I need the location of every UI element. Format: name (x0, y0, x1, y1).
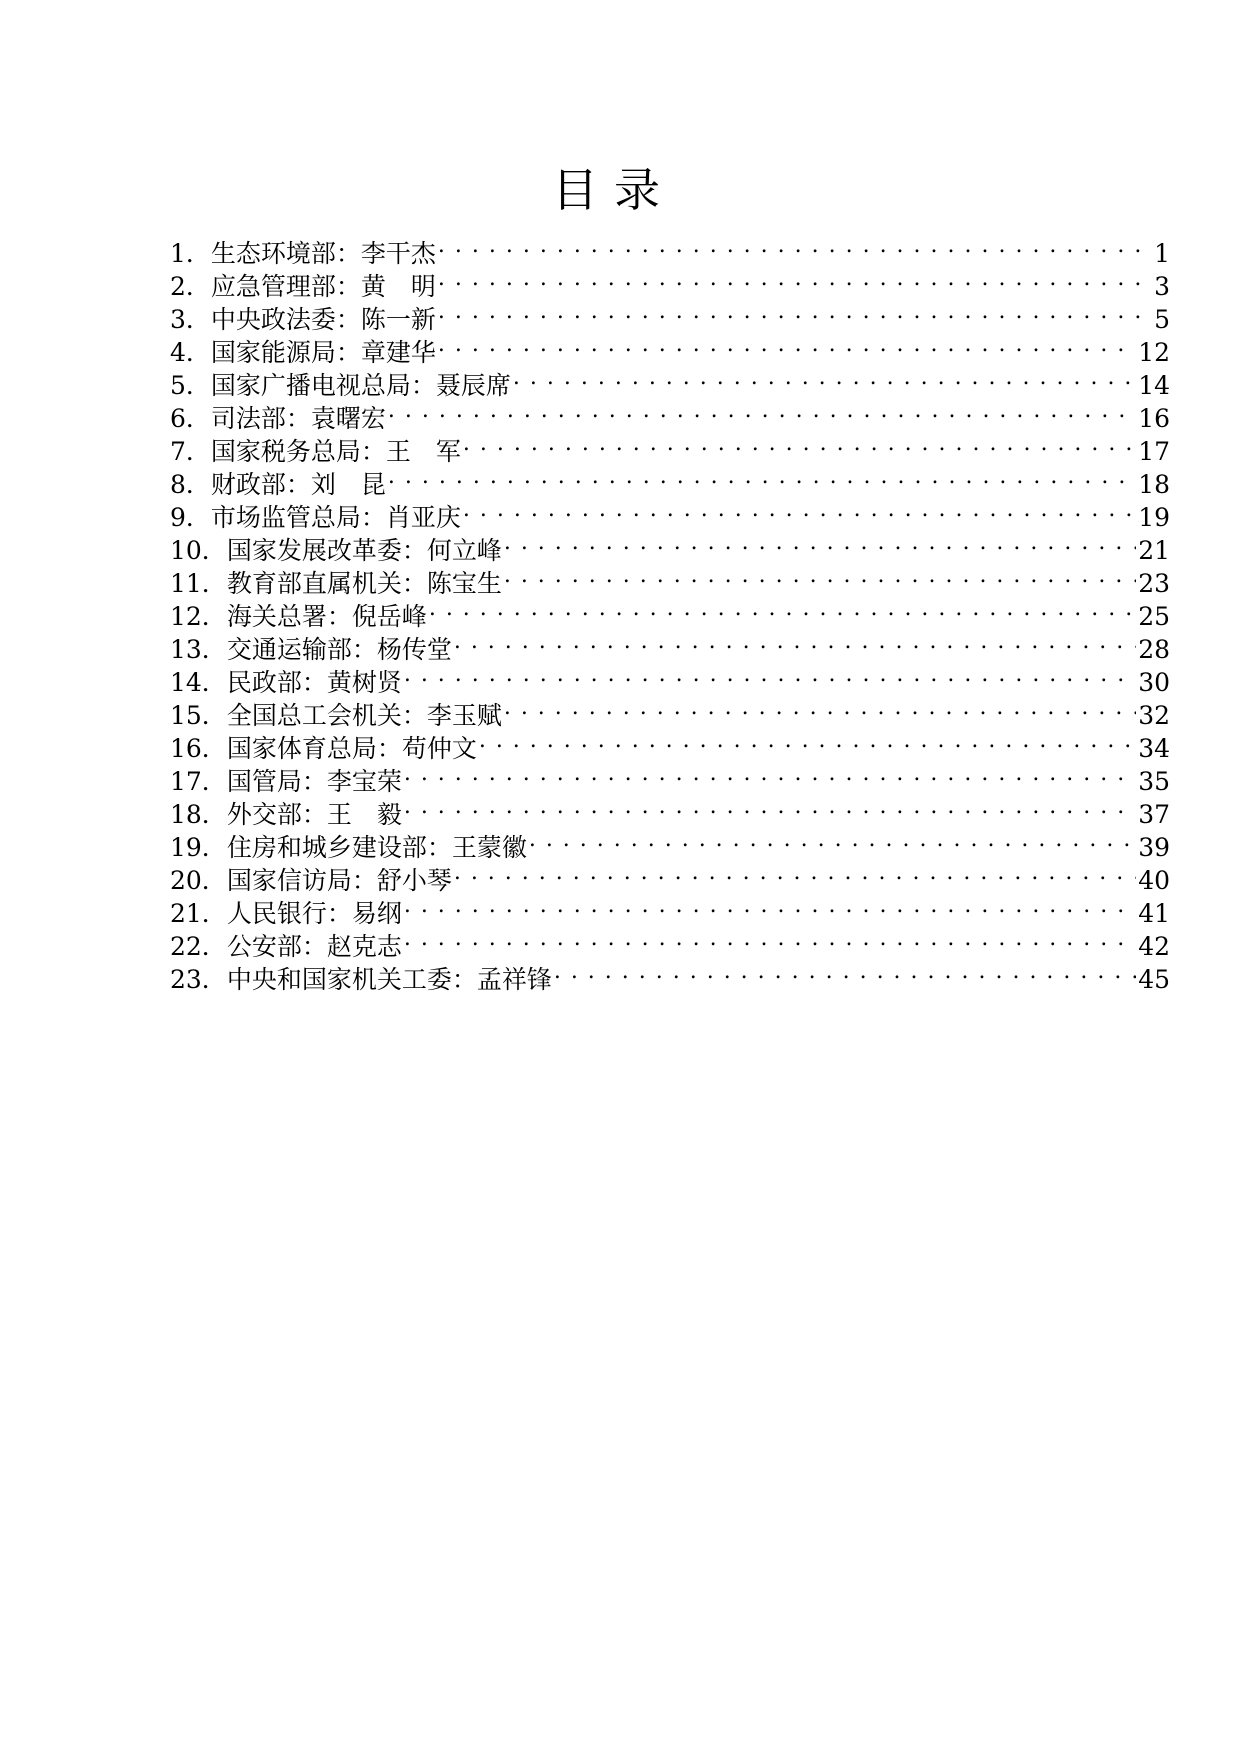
toc-entry-title: 国家发展改革委：何立峰 (226, 536, 502, 565)
toc-entry-title: 教育部直属机关：陈宝生 (226, 569, 502, 598)
toc-dot-leader (513, 361, 1136, 394)
toc-entry-title: 中央政法委：陈一新 (210, 305, 436, 334)
toc-entry-number: 23． (170, 965, 227, 994)
toc-entry-page-number: 40 (1138, 866, 1170, 895)
toc-entry-title: 司法部：袁曙宏 (210, 404, 386, 433)
toc-dot-leader (404, 922, 1136, 955)
toc-entry-page-number: 32 (1138, 701, 1170, 730)
toc-entry-title: 国管局：李宝荣 (226, 767, 402, 796)
toc-entry-title: 公安部：赵克志 (226, 932, 402, 961)
toc-entry-number: 4． (170, 338, 211, 367)
toc-dot-leader (554, 955, 1136, 988)
toc-entry-page-number: 41 (1138, 899, 1170, 928)
toc-entry-title: 人民银行：易纲 (226, 899, 402, 928)
toc-entry-page-number: 37 (1138, 800, 1170, 829)
toc-entry-number: 14． (170, 668, 227, 697)
toc-entry-page-number: 12 (1138, 338, 1170, 367)
toc-entry-number: 13． (170, 635, 227, 664)
toc-entry-page-number: 23 (1138, 569, 1170, 598)
toc-dot-leader (429, 592, 1136, 625)
toc-entry-page-number: 42 (1138, 932, 1170, 961)
toc-dot-leader (504, 691, 1136, 724)
toc-dot-leader (388, 460, 1136, 493)
toc-entry-title: 民政部：黄树贤 (226, 668, 402, 697)
toc-entry-page-number: 16 (1138, 404, 1170, 433)
toc-entry-number: 7． (170, 437, 211, 466)
toc-entry-page-number: 5 (1154, 305, 1170, 334)
toc-entry-number: 11． (170, 569, 227, 598)
toc-entry-number: 3． (170, 305, 211, 334)
toc-entry-title: 财政部：刘 昆 (210, 470, 386, 499)
toc-entry-number: 6． (170, 404, 211, 433)
toc-entry-page-number: 17 (1138, 437, 1170, 466)
toc-dot-leader (404, 757, 1136, 790)
toc-dot-leader (404, 889, 1136, 922)
toc-dot-leader (463, 427, 1136, 460)
toc-dot-leader (479, 724, 1136, 757)
toc-dot-leader (404, 658, 1136, 691)
toc-dot-leader (454, 625, 1136, 658)
toc-entry-title: 国家能源局：章建华 (210, 338, 436, 367)
toc-dot-leader (438, 295, 1152, 328)
toc-entry-page-number: 45 (1138, 965, 1170, 994)
toc-entry-title: 应急管理部：黄 明 (210, 272, 436, 301)
toc-entry[interactable] (170, 229, 1170, 268)
toc-entry-page-number: 25 (1138, 602, 1170, 631)
toc-entry-title: 国家税务总局：王 军 (210, 437, 461, 466)
toc-entry-title: 市场监管总局：肖亚庆 (210, 503, 461, 532)
toc-entry-title: 国家信访局：舒小琴 (226, 866, 452, 895)
toc-entry-number: 9． (170, 503, 211, 532)
toc-entry-number: 5． (170, 371, 211, 400)
toc-title: 目录 (552, 163, 676, 217)
toc-entry-number: 1． (170, 239, 211, 268)
toc-entry-number: 10． (170, 536, 227, 565)
toc-entry-title: 国家广播电视总局：聂辰席 (210, 371, 511, 400)
toc-dot-leader (454, 856, 1136, 889)
toc-entry-title: 国家体育总局：苟仲文 (226, 734, 477, 763)
toc-entry-page-number: 21 (1138, 536, 1170, 565)
toc-entry-number: 17． (170, 767, 227, 796)
toc-dot-leader (504, 526, 1136, 559)
toc-entry-number: 8． (170, 470, 211, 499)
toc-dot-leader (438, 328, 1136, 361)
toc-entry-page-number: 30 (1138, 668, 1170, 697)
toc-entry-page-number: 3 (1154, 272, 1170, 301)
toc-entry-page-number: 35 (1138, 767, 1170, 796)
toc-entry-number: 15． (170, 701, 227, 730)
toc-entry-title: 海关总署：倪岳峰 (226, 602, 427, 631)
toc-entry-page-number: 28 (1138, 635, 1170, 664)
toc-dot-leader (438, 229, 1152, 262)
toc-entry-number: 12． (170, 602, 227, 631)
toc-list (170, 229, 1170, 994)
toc-dot-leader (404, 790, 1136, 823)
toc-entry-title: 中央和国家机关工委：孟祥锋 (226, 965, 552, 994)
toc-entry-page-number: 14 (1138, 371, 1170, 400)
toc-entry-page-number: 18 (1138, 470, 1170, 499)
toc-dot-leader (463, 493, 1136, 526)
toc-entry-page-number: 1 (1154, 239, 1170, 268)
toc-entry-title: 住房和城乡建设部：王蒙徽 (226, 833, 527, 862)
toc-dot-leader (438, 262, 1152, 295)
toc-entry-title: 交通运输部：杨传堂 (226, 635, 452, 664)
toc-entry-number: 20． (170, 866, 227, 895)
toc-entry-number: 16． (170, 734, 227, 763)
toc-entry-number: 22． (170, 932, 227, 961)
toc-entry-number: 19． (170, 833, 227, 862)
toc-entry-number: 2． (170, 272, 211, 301)
toc-dot-leader (529, 823, 1136, 856)
toc-entry-page-number: 39 (1138, 833, 1170, 862)
toc-entry-number: 18． (170, 800, 227, 829)
toc-dot-leader (504, 559, 1136, 592)
toc-entry-title: 外交部：王 毅 (226, 800, 402, 829)
toc-dot-leader (388, 394, 1136, 427)
toc-entry-title: 全国总工会机关：李玉赋 (226, 701, 502, 730)
toc-entry-number: 21． (170, 899, 227, 928)
toc-entry-title: 生态环境部：李干杰 (210, 239, 436, 268)
toc-entry-page-number: 34 (1138, 734, 1170, 763)
toc-entry-page-number: 19 (1138, 503, 1170, 532)
